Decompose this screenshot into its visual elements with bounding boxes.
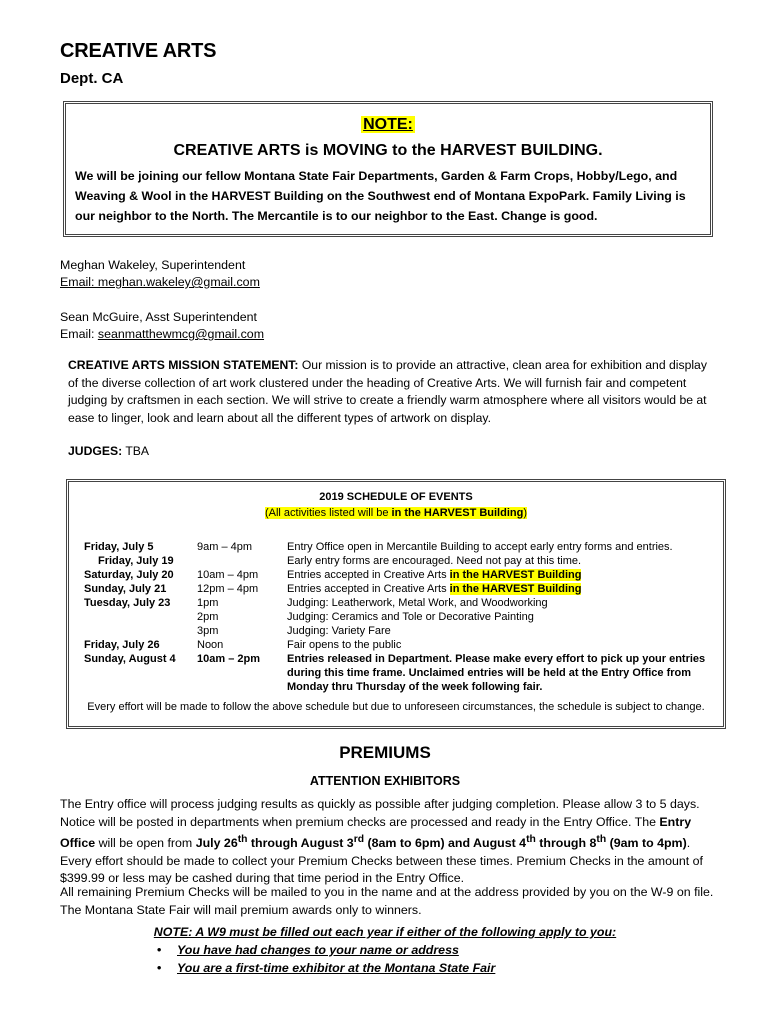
schedule-subtitle: (All activities listed will be in the HARVEST Building): [264, 507, 527, 519]
schedule-desc: Entries accepted in Creative Arts in the HARVEST Building: [287, 569, 582, 581]
mission-text: Our mission is to provide an attractive, clean area for exhibition and display of the diverse collection of art work clustered under the heading of Creative Arts. We will furnish fair and competent judging by craftsmen in each section. We will strive to create a friendly warm atmosphere where all visitors would be at ease to linger, look and learn about all the different types of artwork on display.: [68, 358, 707, 425]
schedule-desc: Fair opens to the public: [287, 639, 402, 651]
schedule-desc: Judging: Leatherwork, Metal Work, and Woodworking: [287, 597, 548, 609]
schedule-title: 2019 SCHEDULE OF EVENTS: [319, 491, 473, 503]
premiums-paragraph-2: All remaining Premium Checks will be mailed to you in the name and at the address provided by you on the W-9 on file. The Montana State Fair will mail premium awards only to winners.: [60, 885, 714, 917]
schedule-desc: Entry Office open in Mercantile Building to accept early entry forms and entries.: [287, 541, 673, 553]
schedule-time: 10am – 2pm: [197, 653, 260, 665]
judges-line: [68, 444, 149, 458]
schedule-time: 9am – 4pm: [197, 541, 253, 553]
note-label: NOTE:: [363, 116, 413, 133]
schedule-time: 1pm: [197, 597, 219, 609]
premiums-paragraph-1: The Entry office will process judging results as quickly as possible after judging completion. Please allow 3 to 5 days. Notice will be posted in departments when premium checks are processed and ready in the Entry Office. The Entry Office will be open from July 26th through August 3rd (8am to 6pm) and August 4th through 8th (9am to 4pm). Every effort should be made to collect your Premium Checks between these times. Premium Checks in the amount of $399.99 or less may be cashed during that time period in the Entry Office.: [60, 797, 704, 886]
schedule-footer: Every effort will be made to follow the above schedule but due to unforeseen circumstances, the schedule is subject to change.: [87, 701, 705, 713]
mission-label: CREATIVE ARTS MISSION STATEMENT:: [68, 358, 299, 372]
note-heading: CREATIVE ARTS is MOVING to the HARVEST BUILDING.: [173, 142, 603, 159]
schedule-desc: Early entry forms are encouraged. Need not pay at this time.: [287, 555, 582, 567]
asst-superintendent-name: Sean McGuire, Asst Superintendent: [60, 310, 257, 324]
schedule-day: Friday, July 19: [98, 555, 174, 567]
schedule-box: [66, 479, 726, 729]
superintendent-name: Meghan Wakeley, Superintendent: [60, 258, 246, 272]
schedule-desc: Judging: Variety Fare: [287, 625, 391, 637]
attention-exhibitors: ATTENTION EXHIBITORS: [309, 774, 461, 788]
w9-note: NOTE: A W9 must be filled out each year if either of the following apply to you:: [153, 925, 617, 939]
mission-statement: [68, 357, 718, 427]
note-box: [63, 101, 713, 237]
bullet-icon: •: [157, 961, 162, 975]
schedule-day: Friday, July 26: [84, 639, 160, 651]
superintendent-email[interactable]: Email: meghan.wakeley@gmail.com: [60, 275, 260, 289]
page-title: CREATIVE ARTS: [60, 40, 217, 62]
list-item: • You are a first-time exhibitor at the Montana State Fair: [157, 961, 496, 975]
schedule-day: Saturday, July 20: [84, 569, 174, 581]
schedule-time: 3pm: [197, 625, 219, 637]
schedule-desc: Entries released in Department. Please make every effort to pick up your entries during this time frame. Unclaimed entries will be held at the Entry Office from Monday thru Thursday of the week following fair.: [287, 653, 706, 693]
asst-superintendent-email[interactable]: seanmatthewmcg@gmail.com: [97, 327, 265, 341]
schedule-day: Sunday, July 21: [84, 583, 167, 595]
list-item: • You have had changes to your name or address: [157, 943, 459, 957]
schedule-day: Tuesday, July 23: [84, 597, 171, 609]
schedule-time: 10am – 4pm: [197, 569, 259, 581]
schedule-time: Noon: [197, 639, 224, 651]
judges-value: TBA: [122, 444, 150, 458]
email-label: Email:: [60, 327, 98, 341]
schedule-desc: Entries accepted in Creative Arts in the HARVEST Building: [287, 583, 582, 595]
schedule-day: Sunday, August 4: [84, 653, 176, 665]
dept-code: Dept. CA: [60, 70, 124, 87]
harvest-highlight: in the HARVEST Building: [449, 569, 582, 581]
bullet-icon: •: [157, 943, 162, 957]
harvest-highlight: in the HARVEST Building: [449, 583, 582, 595]
schedule-desc: Judging: Ceramics and Tole or Decorative Painting: [287, 611, 534, 623]
note-body: We will be joining our fellow Montana State Fair Departments, Garden & Farm Crops, Hobby/Lego, and Weaving & Wool in the HARVEST Building on the Southwest end of Montana ExpoPark. Family Living is our neighbor to the North. The Mercantile is to our neighbor to the East. Change is good.: [75, 169, 686, 223]
judges-label: JUDGES:: [68, 444, 123, 458]
superintendent-contact: [60, 257, 260, 291]
schedule-time: 2pm: [197, 611, 219, 623]
schedule-time: 12pm – 4pm: [197, 583, 259, 595]
premiums-heading: PREMIUMS: [339, 743, 431, 762]
schedule-day: Friday, July 5: [84, 541, 154, 553]
asst-superintendent-contact: [60, 309, 264, 343]
